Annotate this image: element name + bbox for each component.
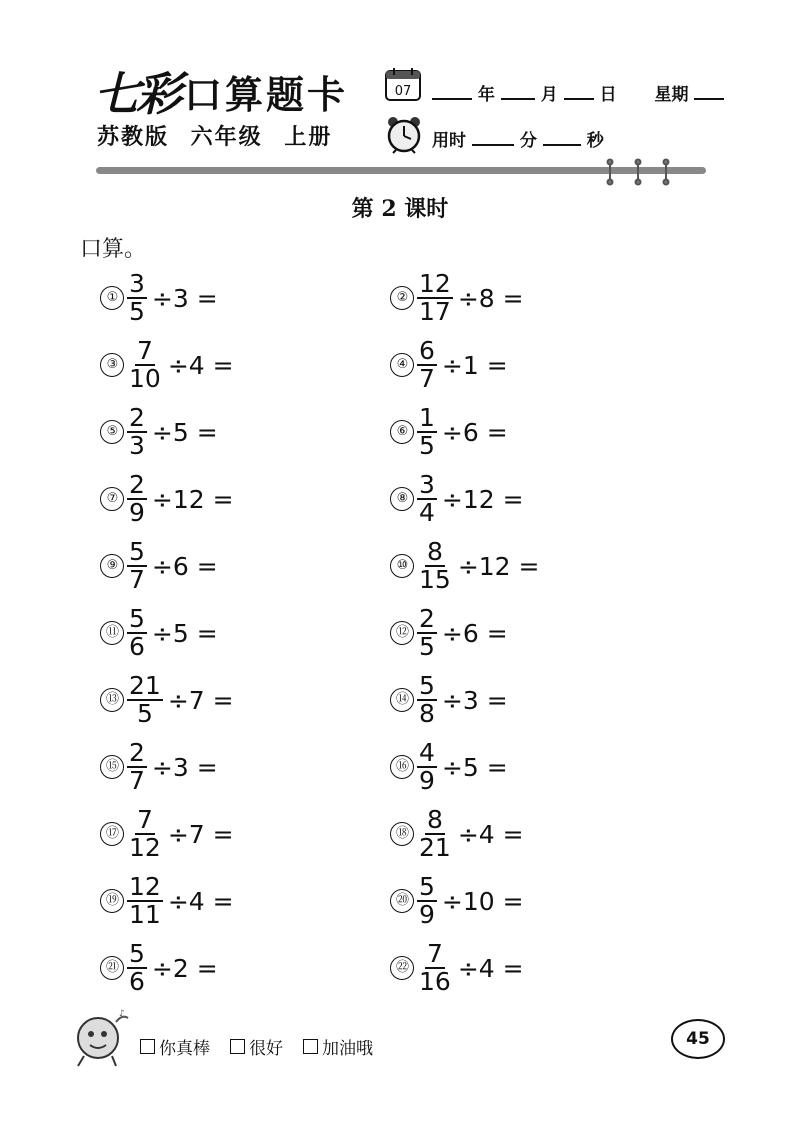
rating-options bbox=[140, 1034, 373, 1059]
seconds-blank[interactable] bbox=[543, 126, 581, 146]
day-blank[interactable] bbox=[564, 80, 594, 100]
denominator: 6 bbox=[129, 967, 145, 996]
time-fields bbox=[432, 126, 604, 151]
problem-number: ⑭ bbox=[390, 688, 414, 712]
checkbox[interactable] bbox=[303, 1039, 318, 1054]
problem-item bbox=[390, 670, 508, 730]
problem-number: ⑰ bbox=[100, 822, 124, 846]
brand bbox=[94, 66, 349, 121]
numerator: 3 bbox=[419, 470, 435, 499]
fraction bbox=[417, 807, 453, 861]
numerator: 4 bbox=[419, 738, 435, 767]
rating-option-keep-going[interactable]: 加油哦 bbox=[303, 1034, 373, 1059]
problem-number: ⑳ bbox=[390, 889, 414, 913]
numerator: 7 bbox=[426, 939, 443, 968]
denominator: 7 bbox=[129, 565, 145, 594]
brand-title: 口算题卡 bbox=[184, 72, 349, 117]
edition-label: 苏教版 六年级 上册 bbox=[97, 125, 333, 150]
division-expression: ÷2 = bbox=[151, 953, 218, 983]
numerator: 3 bbox=[129, 269, 145, 298]
problem-number: ⑯ bbox=[390, 755, 414, 779]
fraction bbox=[127, 941, 147, 995]
problem-item bbox=[100, 938, 218, 998]
numerator: 6 bbox=[419, 336, 435, 365]
problem-item bbox=[100, 335, 234, 395]
brand-logo: 七彩 bbox=[94, 67, 178, 121]
fraction bbox=[127, 740, 147, 794]
denominator: 16 bbox=[419, 967, 451, 996]
division-expression: ÷10 = bbox=[441, 886, 524, 916]
problem-number: ⑪ bbox=[100, 621, 124, 645]
problem-item bbox=[390, 335, 508, 395]
numerator: 8 bbox=[426, 805, 443, 834]
numerator: 5 bbox=[419, 872, 435, 901]
alarm-clock-icon bbox=[384, 114, 424, 154]
numerator: 7 bbox=[136, 336, 153, 365]
weekday-label: 星期 bbox=[654, 85, 689, 105]
fraction bbox=[417, 338, 437, 392]
division-expression: ÷12 = bbox=[441, 484, 524, 514]
problem-number: ⑨ bbox=[100, 554, 124, 578]
instruction: 口算。 bbox=[80, 237, 147, 262]
fraction bbox=[417, 472, 437, 526]
minutes-label: 分 bbox=[519, 131, 537, 151]
problem-item bbox=[100, 536, 218, 596]
year-blank[interactable] bbox=[432, 80, 472, 100]
problem-item bbox=[390, 268, 524, 328]
problem-number: ② bbox=[390, 286, 414, 310]
problem-item bbox=[390, 804, 524, 864]
fraction bbox=[417, 874, 437, 928]
lesson-title: 第 2 课时 bbox=[351, 196, 449, 222]
problem-item bbox=[390, 737, 508, 797]
numerator: 12 bbox=[129, 872, 161, 901]
fraction bbox=[417, 740, 437, 794]
denominator: 15 bbox=[419, 565, 451, 594]
problem-number: ㉑ bbox=[100, 956, 124, 980]
problem-number: ⑤ bbox=[100, 420, 124, 444]
fraction bbox=[127, 874, 163, 928]
division-expression: ÷5 = bbox=[441, 752, 508, 782]
denominator: 17 bbox=[419, 297, 451, 326]
numerator: 5 bbox=[129, 939, 145, 968]
numerator: 2 bbox=[129, 738, 145, 767]
problem-number: ⑫ bbox=[390, 621, 414, 645]
denominator: 7 bbox=[419, 364, 435, 393]
division-expression: ÷6 = bbox=[441, 417, 508, 447]
division-expression: ÷1 = bbox=[441, 350, 508, 380]
denominator: 3 bbox=[129, 431, 145, 460]
fraction bbox=[127, 539, 147, 593]
page-number: 45 bbox=[671, 1019, 725, 1059]
division-expression: ÷7 = bbox=[167, 685, 234, 715]
rating-option-excellent[interactable]: 你真棒 bbox=[140, 1034, 210, 1059]
fraction bbox=[127, 405, 147, 459]
division-expression: ÷7 = bbox=[167, 819, 234, 849]
problem-item bbox=[100, 402, 218, 462]
problem-number: ⑥ bbox=[390, 420, 414, 444]
year-label: 年 bbox=[477, 85, 495, 105]
svg-text:♪: ♪ bbox=[119, 1009, 125, 1019]
division-expression: ÷5 = bbox=[151, 417, 218, 447]
problem-item bbox=[390, 871, 524, 931]
numerator: 5 bbox=[129, 604, 145, 633]
numerator: 1 bbox=[419, 403, 435, 432]
denominator: 7 bbox=[129, 766, 145, 795]
mascot-clock-icon bbox=[66, 1004, 132, 1070]
denominator: 11 bbox=[129, 900, 161, 929]
seconds-label: 秒 bbox=[586, 131, 604, 151]
denominator: 5 bbox=[419, 431, 435, 460]
minutes-blank[interactable] bbox=[472, 126, 514, 146]
numerator: 8 bbox=[426, 537, 443, 566]
problem-item bbox=[100, 670, 234, 730]
denominator: 9 bbox=[129, 498, 145, 527]
division-expression: ÷12 = bbox=[457, 551, 540, 581]
division-expression: ÷4 = bbox=[457, 953, 524, 983]
fraction bbox=[417, 673, 437, 727]
denominator: 10 bbox=[129, 364, 161, 393]
day-label: 日 bbox=[599, 85, 617, 105]
problem-item bbox=[390, 603, 508, 663]
denominator: 9 bbox=[419, 900, 435, 929]
numerator: 21 bbox=[129, 671, 161, 700]
problem-item bbox=[100, 603, 218, 663]
problem-item bbox=[100, 804, 234, 864]
problem-number: ㉒ bbox=[390, 956, 414, 980]
fraction bbox=[127, 338, 163, 392]
division-expression: ÷4 = bbox=[167, 350, 234, 380]
problem-number: ⑩ bbox=[390, 554, 414, 578]
division-expression: ÷8 = bbox=[457, 283, 524, 313]
fraction bbox=[127, 807, 163, 861]
calendar-icon bbox=[384, 66, 422, 102]
problem-item bbox=[100, 469, 234, 529]
problem-number: ① bbox=[100, 286, 124, 310]
fraction bbox=[127, 472, 147, 526]
calendar-day: 07 bbox=[394, 84, 412, 99]
denominator: 5 bbox=[129, 297, 145, 326]
denominator: 5 bbox=[136, 699, 153, 728]
problem-item bbox=[100, 268, 218, 328]
problem-number: ③ bbox=[100, 353, 124, 377]
problem-item bbox=[100, 871, 234, 931]
weekday-blank[interactable] bbox=[694, 80, 724, 100]
division-expression: ÷3 = bbox=[441, 685, 508, 715]
problem-item bbox=[390, 938, 524, 998]
denominator: 5 bbox=[419, 632, 435, 661]
fraction bbox=[417, 941, 453, 995]
numerator: 12 bbox=[419, 269, 451, 298]
division-expression: ÷4 = bbox=[457, 819, 524, 849]
division-expression: ÷3 = bbox=[151, 283, 218, 313]
division-expression: ÷12 = bbox=[151, 484, 234, 514]
time-used-label: 用时 bbox=[432, 131, 466, 151]
division-expression: ÷5 = bbox=[151, 618, 218, 648]
numerator: 2 bbox=[419, 604, 435, 633]
fraction bbox=[127, 673, 163, 727]
denominator: 9 bbox=[419, 766, 435, 795]
problem-number: ⑬ bbox=[100, 688, 124, 712]
binder-rings-icon bbox=[598, 157, 678, 187]
fraction bbox=[127, 271, 147, 325]
date-fields bbox=[432, 80, 724, 105]
fraction bbox=[417, 271, 453, 325]
denominator: 21 bbox=[419, 833, 451, 862]
problem-number: ⑦ bbox=[100, 487, 124, 511]
fraction bbox=[127, 606, 147, 660]
rating-option-good[interactable]: 很好 bbox=[230, 1034, 283, 1059]
problem-item bbox=[100, 737, 218, 797]
numerator: 5 bbox=[419, 671, 435, 700]
denominator: 8 bbox=[419, 699, 435, 728]
problem-item bbox=[390, 402, 508, 462]
denominator: 12 bbox=[129, 833, 161, 862]
denominator: 6 bbox=[129, 632, 145, 661]
checkbox[interactable] bbox=[230, 1039, 245, 1054]
division-expression: ÷4 = bbox=[167, 886, 234, 916]
numerator: 7 bbox=[136, 805, 153, 834]
problem-number: ④ bbox=[390, 353, 414, 377]
problem-item bbox=[390, 469, 524, 529]
problem-number: ⑲ bbox=[100, 889, 124, 913]
denominator: 4 bbox=[419, 498, 435, 527]
problem-number: ⑧ bbox=[390, 487, 414, 511]
fraction bbox=[417, 539, 453, 593]
numerator: 5 bbox=[129, 537, 145, 566]
division-expression: ÷3 = bbox=[151, 752, 218, 782]
division-expression: ÷6 = bbox=[441, 618, 508, 648]
numerator: 2 bbox=[129, 403, 145, 432]
numerator: 2 bbox=[129, 470, 145, 499]
fraction bbox=[417, 606, 437, 660]
month-blank[interactable] bbox=[501, 80, 535, 100]
problem-number: ⑮ bbox=[100, 755, 124, 779]
problem-item bbox=[390, 536, 539, 596]
fraction bbox=[417, 405, 437, 459]
checkbox[interactable] bbox=[140, 1039, 155, 1054]
problem-number: ⑱ bbox=[390, 822, 414, 846]
division-expression: ÷6 = bbox=[151, 551, 218, 581]
month-label: 月 bbox=[540, 85, 558, 105]
